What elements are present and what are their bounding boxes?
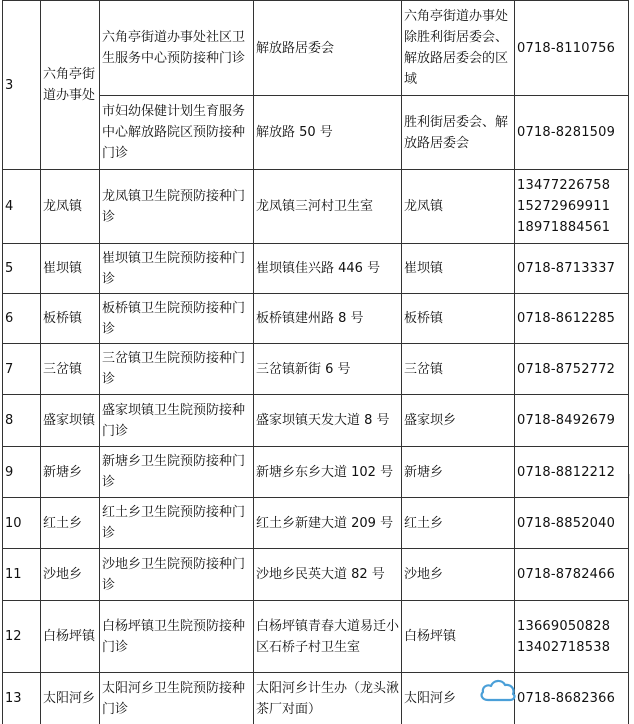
phone-cell [515,244,629,294]
table-row [3,498,629,549]
service-area-cell: 六角亭街道办事处除胜利街居委会、解放路居委会的区域 [402,1,515,96]
phone-number: 0718-8752772 [517,361,616,377]
phone-cell [515,549,629,601]
table-row [3,1,629,96]
service-area-cell: 沙地乡 [402,549,515,601]
cloud-icon [478,674,518,706]
address-cell: 沙地乡民英大道 82 号 [254,549,402,601]
clinic-cell: 三岔镇卫生院预防接种门诊 [100,344,254,395]
clinic-cell: 太阳河乡卫生院预防接种门诊 [100,673,254,724]
row-number: 3 [3,1,41,170]
phone-number: 0718-8852040 [517,515,616,531]
address-cell: 新塘乡东乡大道 102 号 [254,447,402,498]
phone-number: 0718-8281509 [517,125,616,140]
phone-number: 0718-8110756 [517,40,616,56]
row-number: 4 [3,170,41,244]
row-number: 5 [3,244,41,294]
service-area-cell: 龙凤镇 [402,170,515,244]
service-area-cell: 太阳河乡 [402,673,515,724]
row-number: 8 [3,395,41,447]
phone-number: 15272969911 [517,199,611,214]
service-area-cell: 白杨坪镇 [402,601,515,673]
phone-cell [515,344,629,395]
clinic-cell: 白杨坪镇卫生院预防接种门诊 [100,601,254,673]
row-number: 11 [3,549,41,601]
row-number: 10 [3,498,41,549]
clinic-cell: 盛家坝镇卫生院预防接种门诊 [100,395,254,447]
area-cell: 太阳河乡 [41,673,100,724]
address-cell: 三岔镇新街 6 号 [254,344,402,395]
phone-number: 13477226758 [517,178,611,193]
area-cell: 六角亭街道办事处 [41,1,100,170]
phone-number: 0718-8682366 [517,691,616,706]
phone-number: 0718-8713337 [517,261,616,276]
area-cell: 白杨坪镇 [41,601,100,673]
row-number: 9 [3,447,41,498]
row-number: 7 [3,344,41,395]
area-cell: 沙地乡 [41,549,100,601]
row-number: 13 [3,673,41,724]
address-cell: 崔坝镇佳兴路 446 号 [254,244,402,294]
phone-cell [515,96,629,170]
phone-number: 13402718538 [517,639,611,655]
phone-number: 18971884561 [517,220,611,235]
area-cell: 崔坝镇 [41,244,100,294]
area-cell: 三岔镇 [41,344,100,395]
phone-cell [515,601,629,673]
phone-number: 0718-8612285 [517,311,616,326]
address-cell: 白杨坪镇青春大道易迁小区石桥子村卫生室 [254,601,402,673]
area-cell: 新塘乡 [41,447,100,498]
table-row [3,447,629,498]
service-area-cell: 盛家坝乡 [402,395,515,447]
phone-cell [515,395,629,447]
address-cell: 太阳河乡计生办（龙头湫茶厂对面） [254,673,402,724]
clinic-cell: 红土乡卫生院预防接种门诊 [100,498,254,549]
phone-number: 0718-8812212 [517,464,616,480]
service-area-cell: 三岔镇 [402,344,515,395]
clinic-cell: 六角亭街道办事处社区卫生服务中心预防接种门诊 [100,1,254,96]
phone-cell [515,170,629,244]
clinic-cell: 市妇幼保健计划生育服务中心解放路院区预防接种门诊 [100,96,254,170]
page-edge-mark [629,474,633,496]
address-cell: 解放路 50 号 [254,96,402,170]
phone-cell [515,1,629,96]
phone-cell [515,294,629,344]
table-row [3,294,629,344]
clinic-cell: 龙凤镇卫生院预防接种门诊 [100,170,254,244]
service-area-cell: 新塘乡 [402,447,515,498]
area-cell: 盛家坝镇 [41,395,100,447]
address-cell: 板桥镇建州路 8 号 [254,294,402,344]
table-row [3,601,629,673]
phone-number: 0718-8492679 [517,413,616,428]
clinic-cell: 新塘乡卫生院预防接种门诊 [100,447,254,498]
address-cell: 解放路居委会 [254,1,402,96]
area-cell: 红土乡 [41,498,100,549]
table-row [3,549,629,601]
service-area-cell: 胜利街居委会、解放路居委会 [402,96,515,170]
service-area-cell: 板桥镇 [402,294,515,344]
phone-cell [515,447,629,498]
address-cell: 红土乡新建大道 209 号 [254,498,402,549]
address-cell: 盛家坝镇天发大道 8 号 [254,395,402,447]
row-number: 12 [3,601,41,673]
clinic-cell: 沙地乡卫生院预防接种门诊 [100,549,254,601]
area-cell: 板桥镇 [41,294,100,344]
clinic-cell: 板桥镇卫生院预防接种门诊 [100,294,254,344]
phone-cell [515,498,629,549]
address-cell: 龙凤镇三河村卫生室 [254,170,402,244]
service-area-cell: 崔坝镇 [402,244,515,294]
table-row [3,244,629,294]
phone-cell [515,673,629,724]
phone-number: 13669050828 [517,618,611,634]
area-cell: 龙凤镇 [41,170,100,244]
clinic-cell: 崔坝镇卫生院预防接种门诊 [100,244,254,294]
row-number: 6 [3,294,41,344]
table-row [3,344,629,395]
service-area-cell: 红土乡 [402,498,515,549]
table-row [3,395,629,447]
table-row [3,170,629,244]
vaccination-clinic-table [2,0,629,724]
table-row [3,673,629,724]
phone-number: 0718-8782466 [517,567,616,582]
